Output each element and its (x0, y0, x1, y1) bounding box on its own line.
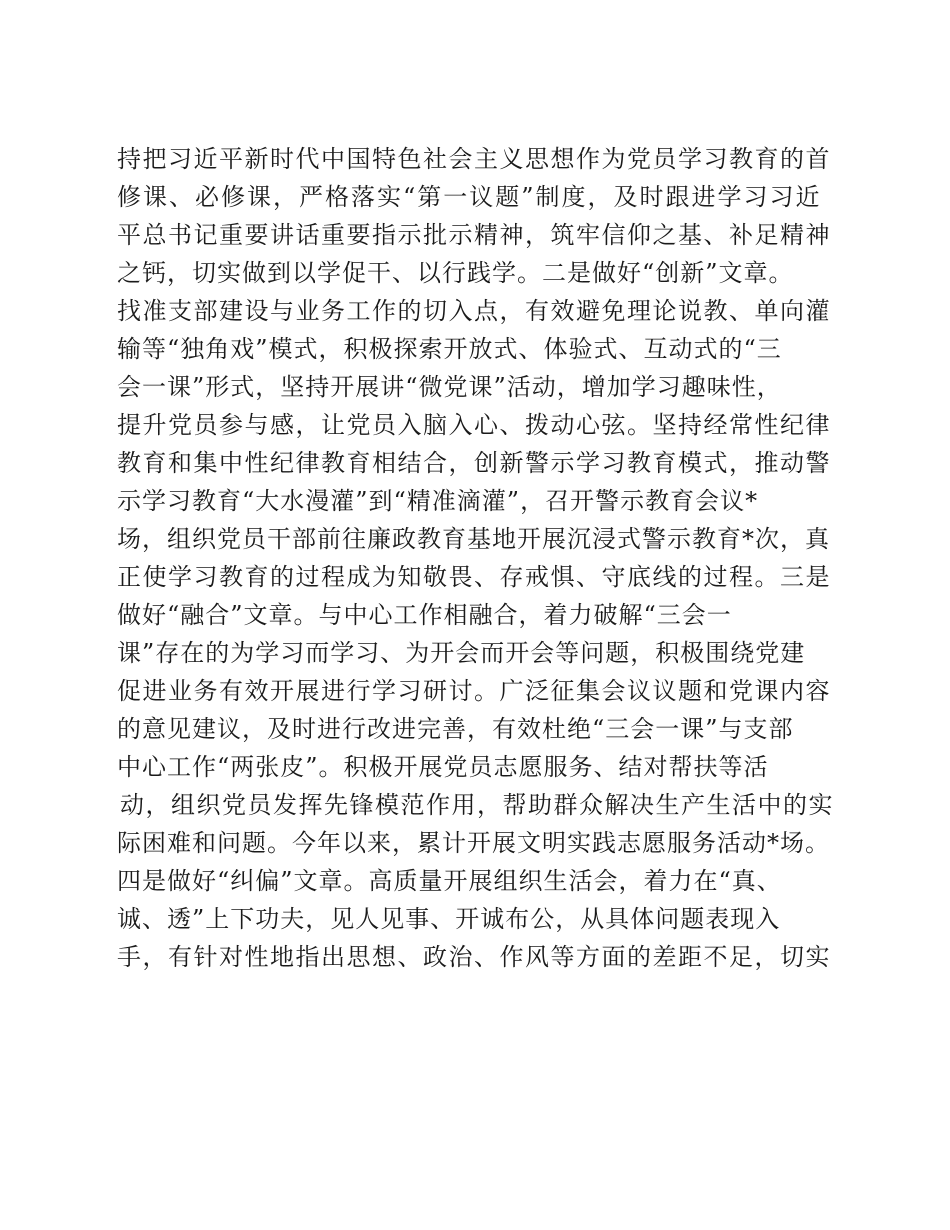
body-text (117, 140, 837, 976)
text-line-5: 找准支部建设与业务工作的切入点，有效避免理论说教、单向灌 (117, 297, 831, 325)
text-line-18: 动，组织党员发挥先锋模范作用，帮助群众解决生产生活中的实 (120, 791, 834, 819)
text-line-12: 正使学习教育的过程成为知敬畏、存戒惧、守底线的过程。三是 (117, 563, 831, 591)
text-line-3: 平总书记重要讲话重要指示批示精神，筑牢信仰之基、补足精神 (117, 221, 831, 249)
text-line-1: 持把习近平新时代中国特色社会主义思想作为党员学习教育的首 (117, 145, 831, 173)
text-line-20: 四是做好“纠偏”文章。高质量开展组织生活会，着力在“真、 (117, 867, 782, 895)
text-line-8: 提升党员参与感，让党员入脑入心、拨动心弦。坚持经常性纪律 (117, 411, 831, 439)
text-line-17: 中心工作“两张皮”。积极开展党员志愿服务、结对帮扶等活 (117, 753, 769, 781)
text-line-15: 促进业务有效开展进行学习研讨。广泛征集会议议题和党课内容 (117, 677, 831, 705)
text-line-2: 修课、必修课，严格落实“第一议题”制度，及时跟进学习习近 (117, 183, 822, 211)
text-line-21: 诚、透”上下功夫，见人见事、开诚布公，从具体问题表现入 (117, 905, 781, 933)
text-line-13: 做好“融合”文章。与中心工作相融合，着力破解“三会一 (117, 601, 732, 629)
text-line-4: 之钙，切实做到以学促干、以行践学。二是做好“创新”文章。 (117, 259, 794, 287)
text-line-22: 手，有针对性地指出思想、政治、作风等方面的差距不足，切实 (117, 943, 831, 971)
text-line-11: 场，组织党员干部前往廉政教育基地开展沉浸式警示教育*次，真 (117, 525, 830, 553)
text-line-9: 教育和集中性纪律教育相结合，创新警示学习教育模式，推动警 (117, 449, 831, 477)
text-line-10: 示学习教育“大水漫灌”到“精准滴灌”，召开警示教育会议* (117, 487, 759, 515)
text-line-14: 课”存在的为学习而学习、为开会而开会等问题，积极围绕党建 (117, 639, 806, 667)
text-line-16: 的意见建议，及时进行改进完善，有效杜绝“三会一课”与支部 (117, 715, 794, 743)
text-line-6: 输等“独角戏”模式，积极探索开放式、体验式、互动式的“三 (117, 335, 782, 363)
text-line-19: 际困难和问题。今年以来，累计开展文明实践志愿服务活动*场。 (117, 829, 830, 857)
text-line-7: 会一课”形式，坚持开展讲“微党课”活动，增加学习趣味性， (117, 373, 782, 401)
